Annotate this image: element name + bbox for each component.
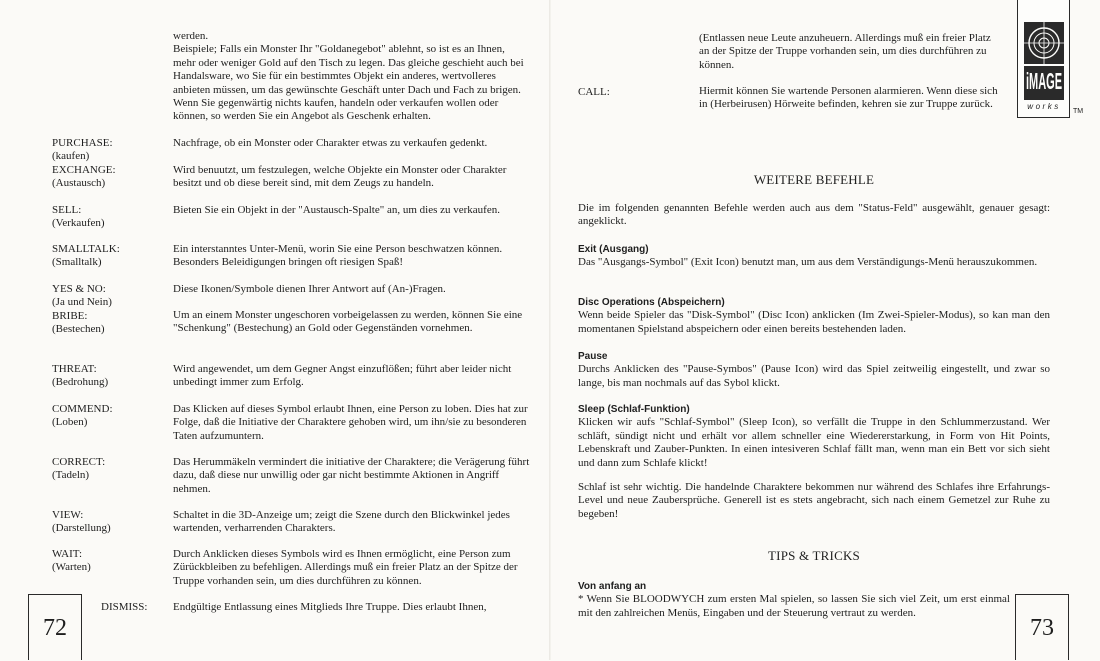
command-term: EXCHANGE:	[52, 164, 116, 176]
command-translation: (Austausch)	[52, 177, 106, 190]
page-fold	[549, 0, 551, 660]
command-description: Das Herummäkeln vermindert die initiative der Charaktere; die Verägerung führt dazu, daß diese nur unwillig oder gar nicht bestimmte Aktionen in Angriff nehmen.	[173, 456, 530, 495]
command-description: Schaltet in die 3D-Anzeige um; zeigt die Szene durch den Blickwinkel jedes wartenden, verharrenden Charakters.	[173, 509, 510, 535]
section-title: Exit (Ausgang)	[578, 244, 649, 255]
command-term: WAIT:	[52, 548, 82, 560]
command-translation: (Bedrohung)	[52, 376, 109, 389]
section-title: Pause	[578, 351, 608, 362]
logo-wordmark: iMAGE	[1025, 70, 1063, 96]
command-term: PURCHASE:	[52, 137, 113, 149]
heading-tips-tricks: TIPS & TRICKS	[768, 548, 860, 563]
section-title: Disc Operations (Abspeichern)	[578, 297, 725, 308]
trademark-mark: TM	[1073, 108, 1084, 115]
command-description: Bieten Sie ein Objekt in der "Austausch-Spalte" an, um dies zu verkaufen.	[173, 204, 500, 216]
command-term-dismiss: DISMISS:	[101, 601, 148, 613]
command-translation: (Ja und Nein)	[52, 296, 112, 309]
command-term: THREAT:	[52, 363, 97, 375]
heading-weitere-befehle: WEITERE BEFEHLE	[753, 172, 875, 187]
command-term-call: CALL:	[578, 86, 610, 98]
command-description: Wird benuutzt, um festzulegen, welche Objekte ein Monster oder Charakter besitzt und ob diese bereit sind, mit dem Zeugs zu handeln.	[173, 164, 507, 190]
command-description-dismiss: Endgültige Entlassung eines Mitglieds Ihre Truppe. Dies erlaubt Ihnen,	[173, 601, 487, 613]
command-description: Nachfrage, ob ein Monster oder Charakter etwas zu verkaufen gedenkt.	[173, 137, 488, 149]
section-title: Von anfang an	[578, 581, 647, 592]
command-translation: (Warten)	[52, 561, 91, 574]
image-works-logo	[1017, 0, 1070, 118]
command-term: SMALLTALK:	[52, 243, 120, 255]
section-disc	[578, 296, 1050, 336]
section-title: Sleep (Schlaf-Funktion)	[578, 404, 690, 415]
command-term: SELL:	[52, 204, 82, 216]
command-description: Durch Anklicken dieses Symbols wird es Ihnen ermöglicht, eine Person zum Zürückbleiben zu befehligen. Allerdings muß ein freier Platz an der Spitze der Truppe vorhanden sein, um dies durchführen zu können.	[173, 548, 518, 587]
section-text: Das "Ausgangs-Symbol" (Exit Icon) benutzt man, um aus dem Verständigungs-Menü herauszukommen.	[578, 256, 1038, 269]
command-translation: (Tadeln)	[52, 469, 90, 482]
command-term: BRIBE:	[52, 309, 88, 322]
intro-paragraph: werden. Beispiele; Falls ein Monster Ihr "Goldanegebot" ablehnt, so ist es an Ihnen, mehr oder weniger Gold auf den Tisch zu legen. Das gleiche geschieht auch bei Handalsware, wo Sie für ein bestimmtes Objekt ein anderes, wertvolleres anbieten müssen, um das gewünschte Geschäft unter Dach und Fach zu brigen. Wenn Sie gegenwärtig nichts kaufen, handeln oder verkaufen wollen oder können, so werden Sie ein Angebot als Geschenk erhalten.	[173, 30, 524, 123]
command-description: Diese Ikonen/Symbole dienen Ihrer Antwort auf (An-)Fragen.	[173, 283, 446, 295]
command-description: Wird angewendet, um dem Gegner Angst einzuflößen; führt aber leider nicht unbedingt immer zum Erfolg.	[173, 363, 512, 389]
command-term: COMMEND:	[52, 403, 113, 415]
section-text: Wenn beide Spieler das "Disk-Symbol" (Disc Icon) anklicken (Im Zwei-Spieler-Modus), so kan man den momentanen Spielstand abspeichern oder einen bereits bestehenden laden.	[578, 309, 1050, 335]
command-translation: (Loben)	[52, 416, 88, 429]
section-text: Klicken wir aufs "Schlaf-Symbol" (Sleep Icon), so verfällt die Truppe in den Schlummerzustand. Wer schläft, sündigt nicht und erhält vor allem schneller eine Wiedererstarkung, in Form von Hit Points, Lebenskraft und Zauber-Punkten. In einen intesiveren Schlaf fällt man, wenn man ein Bett vor sich sieht und dann zum Schlafe klickt!	[578, 416, 1050, 469]
section-text: Durchs Anklicken des "Pause-Symbos" (Pause Icon) wird das Spiel zeitweilig eingestellt, und zwar so lange, bis man nochmals auf das Sybol klickt.	[578, 363, 1050, 389]
page-number-right: 73	[1015, 594, 1069, 660]
sleep-note: Schlaf ist sehr wichtig. Die handelnde Charaktere bekommen nur während des Schlafes ihre Erfahrungs-Level und neue Zaubersprüche. Generell ist es stets angebracht, sich nach einem Gemetzel zur Ruhe zu begeben!	[578, 481, 1050, 520]
continued-paragraph: (Entlassen neue Leute anzuheuern. Allerdings muß ein freier Platz an der Spitze der Truppe vorhanden sein, um dies durchführen zu können.	[699, 32, 991, 71]
command-translation: (Bestechen)	[52, 323, 105, 336]
section-text: * Wenn Sie BLOODWYCH zum ersten Mal spielen, so lassen Sie sich viel Zeit, um erst einmal mit den zahlreichen Menüs, Eingaben und der Steuerung vertraut zu werden.	[578, 593, 1010, 619]
command-description: Um an einem Monster ungeschoren vorbeigelassen zu werden, können Sie eine "Schenkung" (Bestechung) an Gold oder Gegenständen vornehmen.	[173, 309, 523, 335]
section-exit	[578, 243, 1050, 270]
weitere-intro: Die im folgenden genannten Befehle werden auch aus dem "Status-Feld" ausgewählt, genauer gesagt: angeklickt.	[578, 202, 1050, 228]
section-sleep	[578, 403, 1050, 470]
section-pause	[578, 350, 1050, 390]
command-translation: (Darstellung)	[52, 522, 111, 535]
page-number-left: 72	[28, 594, 82, 660]
logo-subword: works	[1027, 102, 1061, 111]
tips-section	[578, 580, 1010, 620]
command-description: Das Klicken auf dieses Symbol erlaubt Ihnen, eine Person zu loben. Dies hat zur Folge, daß die Initiative der Charaktere gehoben wird, um ihn/sie zu besonderen Taten aufzumuntern.	[173, 403, 528, 442]
command-translation: (Smalltalk)	[52, 256, 102, 269]
command-description: Ein interstanntes Unter-Menü, worin Sie eine Person beschwatzen können. Besonders Beleidigungen bringen oft riesigen Spaß!	[173, 243, 503, 269]
command-term: YES & NO:	[52, 283, 106, 295]
command-term: CORRECT:	[52, 456, 106, 468]
command-translation: (kaufen)	[52, 150, 90, 163]
command-description-call: Hiermit können Sie wartende Personen alarmieren. Wenn diese sich in (Herbeirusen) Hörweite befinden, kehren sie zur Truppe zurück.	[699, 85, 998, 111]
command-term: VIEW:	[52, 509, 84, 521]
command-translation: (Verkaufen)	[52, 217, 105, 230]
logo-emblem-icon	[1018, 0, 1069, 117]
